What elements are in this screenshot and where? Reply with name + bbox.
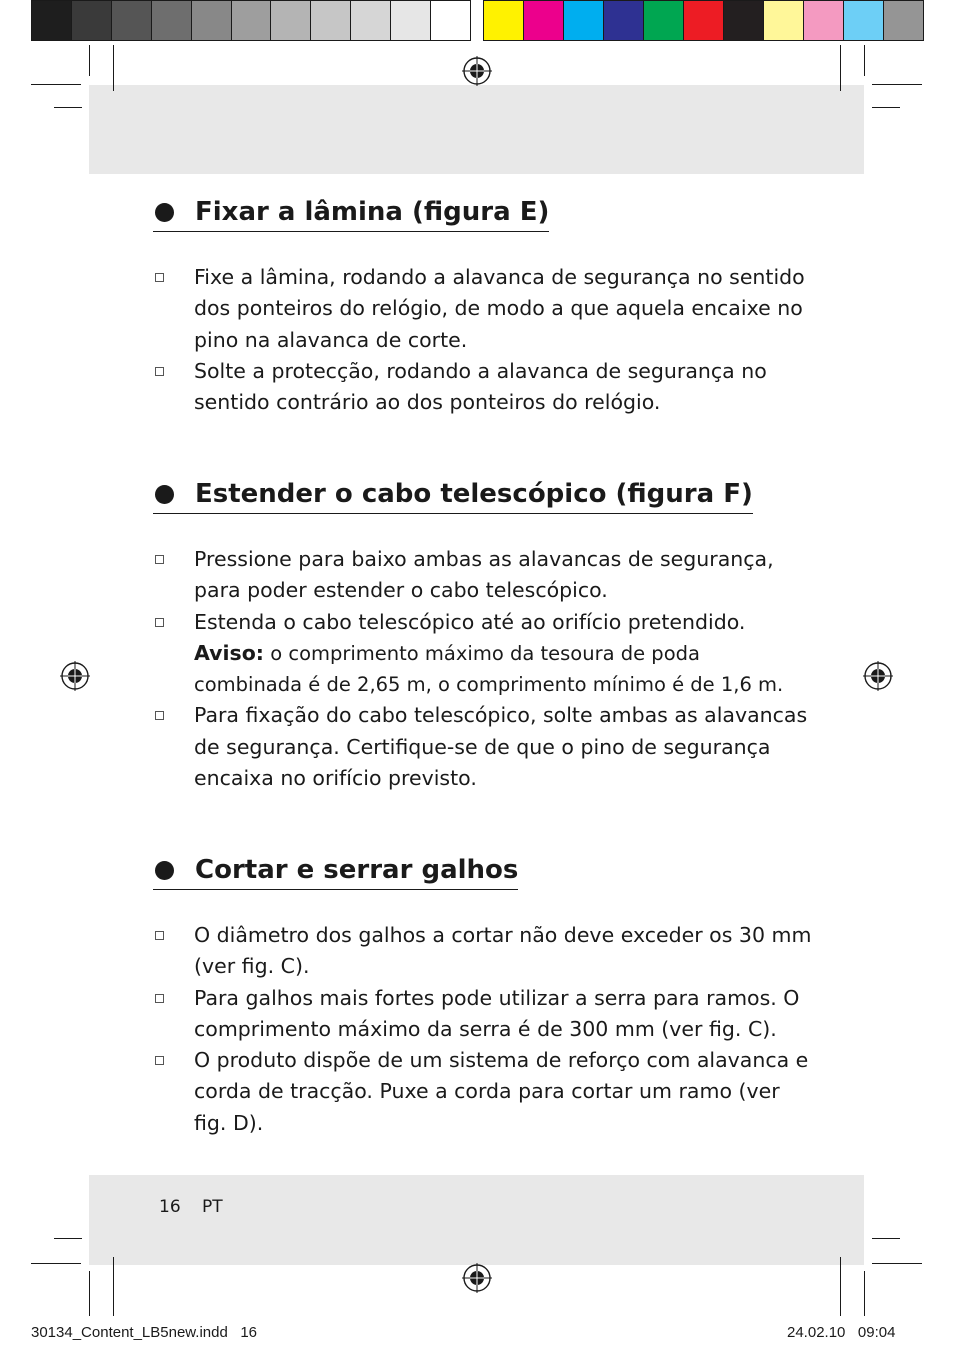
section-title: Fixar a lâmina (figura E) (195, 197, 550, 227)
item-text: Solte a protecção, rodando a alavanca de segurança no sentido contrário ao dos ponteiros do relógio. (194, 358, 767, 415)
color-swatch (844, 1, 884, 40)
warning-label: Aviso: (194, 640, 265, 665)
item-text: Estenda o cabo telescópico até ao orifício pretendido. (194, 609, 746, 634)
item-text: O diâmetro dos galhos a cortar não deve exceder os 30 mm (ver fig. C). (194, 923, 812, 979)
item-text: Fixe a lâmina, rodando a alavanca de segurança no sentido dos ponteiros do relógio, de modo a que aquela encaixe no pino na alavanca de corte. (194, 265, 805, 352)
list-item (153, 607, 813, 701)
section-fixar-lamina (153, 195, 813, 418)
checkbox-square-icon (155, 273, 164, 282)
crop-mark (89, 1271, 90, 1316)
list-item (153, 700, 813, 794)
checkbox-square-icon (155, 994, 164, 1003)
item-text: Para fixação do cabo telescópico, solte ambas as alavancas de segurança. Certifique-se de que o pino de segurança encaixa no orifício previsto. (194, 703, 808, 791)
list-item (153, 983, 813, 1046)
list-item (153, 1045, 813, 1139)
gray-swatch (431, 1, 470, 40)
crop-mark (872, 107, 900, 108)
list-item (153, 920, 813, 983)
section-title: Estender o cabo telescópico (figura F) (195, 479, 753, 509)
instruction-list (153, 262, 813, 418)
crop-mark (840, 1257, 841, 1316)
crop-mark (89, 45, 90, 76)
section-cortar-galhos (153, 853, 813, 1139)
language-code: PT (202, 1197, 223, 1217)
item-text: Para galhos mais fortes pode utilizar a serra para ramos. O comprimento máximo da serra é de 300 mm (ver fig. C). (194, 985, 800, 1041)
gray-swatch (32, 1, 72, 40)
item-text: Pressione para baixo ambas as alavancas de segurança, para poder estender o cabo telescópico. (194, 547, 774, 603)
item-text: O produto dispõe de um sistema de reforço com alavanca e corda de tracção. Puxe a corda para cortar um ramo (ver fig. D). (194, 1048, 809, 1135)
slug-filename: 30134_Content_LB5new.indd 16 (31, 1324, 258, 1341)
gray-swatch (351, 1, 391, 40)
section-heading (153, 477, 753, 514)
checkbox-square-icon (155, 367, 164, 376)
crop-mark (864, 45, 865, 76)
registration-mark-icon (462, 1263, 492, 1293)
crop-mark (113, 1257, 114, 1316)
color-swatch (764, 1, 804, 40)
warning-text: o comprimento máximo da tesoura de poda combinada é de 2,65 m, o comprimento mínimo é de 1,6 m. (194, 641, 784, 697)
crop-mark (872, 84, 922, 85)
checkbox-square-icon (155, 555, 164, 564)
registration-mark-icon (462, 56, 492, 86)
color-swatch (484, 1, 524, 40)
checkbox-square-icon (155, 618, 164, 627)
color-swatch (604, 1, 644, 40)
gray-swatch (232, 1, 272, 40)
color-swatch (564, 1, 604, 40)
instruction-list (153, 544, 813, 794)
gray-swatch (192, 1, 232, 40)
crop-mark (54, 107, 82, 108)
bullet-dot-icon (155, 861, 174, 880)
crop-mark (872, 1263, 922, 1264)
color-swatch (644, 1, 684, 40)
crop-mark (31, 84, 81, 85)
grayscale-color-bar (31, 0, 471, 41)
color-swatch (684, 1, 724, 40)
instruction-list (153, 920, 813, 1139)
list-item (153, 356, 813, 419)
gray-swatch (271, 1, 311, 40)
crop-mark (864, 1271, 865, 1316)
color-swatch (724, 1, 764, 40)
gray-swatch (391, 1, 431, 40)
crop-mark (840, 45, 841, 91)
header-panel (89, 85, 864, 174)
section-heading (153, 853, 518, 890)
checkbox-square-icon (155, 1056, 164, 1065)
checkbox-square-icon (155, 711, 164, 720)
footer-panel (89, 1175, 864, 1265)
list-item (153, 544, 813, 607)
gray-swatch (311, 1, 351, 40)
gray-swatch (112, 1, 152, 40)
bullet-dot-icon (155, 203, 174, 222)
color-swatch (524, 1, 564, 40)
crop-mark (113, 45, 114, 91)
slug-datetime: 24.02.10 09:04 (787, 1324, 896, 1341)
registration-mark-icon (863, 661, 893, 691)
crop-mark (31, 1263, 81, 1264)
crop-mark (54, 1238, 82, 1239)
gray-swatch (152, 1, 192, 40)
color-swatch (884, 1, 923, 40)
section-heading (153, 195, 549, 232)
bullet-dot-icon (155, 485, 174, 504)
list-item (153, 262, 813, 356)
page-number: 16 (159, 1197, 181, 1217)
crop-mark (872, 1238, 900, 1239)
gray-swatch (72, 1, 112, 40)
registration-mark-icon (60, 661, 90, 691)
process-color-bar (483, 0, 924, 41)
checkbox-square-icon (155, 931, 164, 940)
section-estender-cabo (153, 477, 813, 794)
section-title: Cortar e serrar galhos (195, 855, 519, 885)
color-swatch (804, 1, 844, 40)
